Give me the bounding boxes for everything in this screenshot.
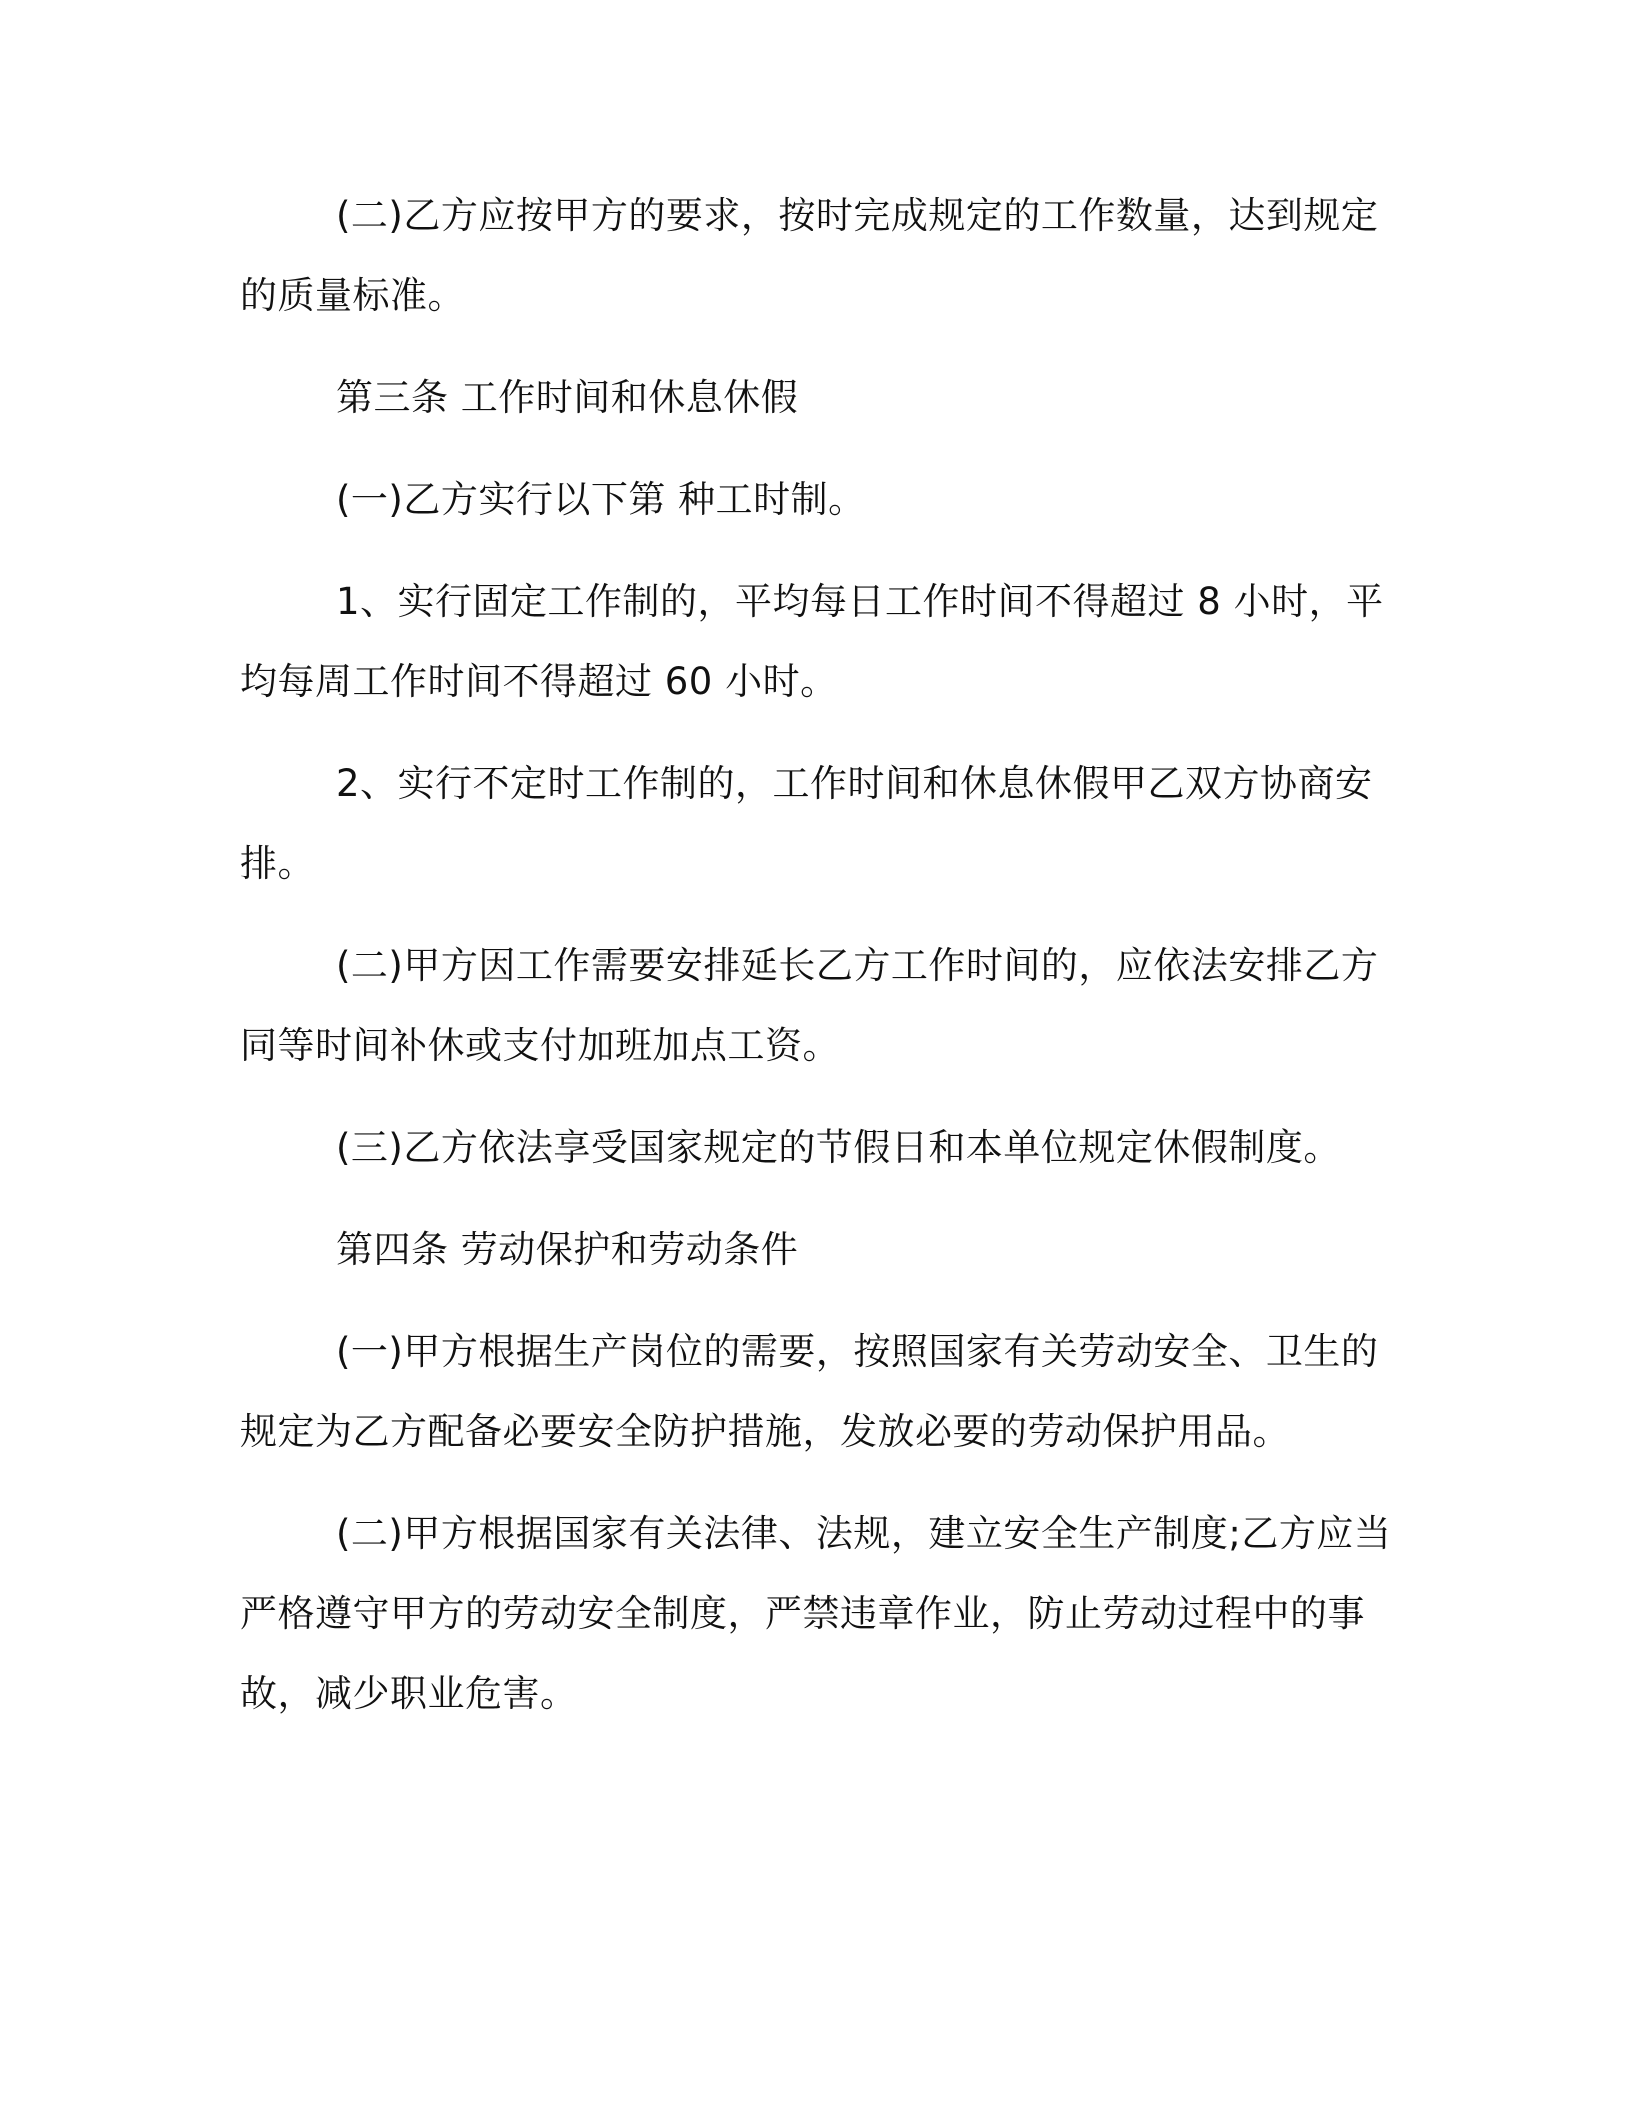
paragraph-line: 规定为乙方配备必要安全防护措施，发放必要的劳动保护用品。 — [240, 1410, 1290, 1453]
paragraph-flexible-hours — [240, 744, 1373, 904]
paragraph-line: 故，减少职业危害。 — [240, 1672, 578, 1715]
article-3-heading — [240, 358, 1370, 438]
paragraph-line: 排。 — [240, 842, 315, 885]
paragraph-line: (二)甲方根据国家有关法律、法规，建立安全生产制度;乙方应当 — [336, 1512, 1392, 1555]
paragraph-holidays — [240, 1108, 1370, 1188]
paragraph-fixed-hours — [240, 562, 1384, 722]
paragraph-overtime — [240, 926, 1379, 1086]
paragraph-safety-system — [240, 1494, 1392, 1734]
paragraph-line: 的质量标准。 — [240, 274, 465, 317]
paragraph-line: 均每周工作时间不得超过 60 小时。 — [240, 660, 838, 703]
paragraph-line: (二)乙方应按甲方的要求，按时完成规定的工作数量，达到规定 — [336, 194, 1379, 237]
paragraph-line: 2、实行不定时工作制的，工作时间和休息休假甲乙双方协商安 — [336, 762, 1373, 805]
section-heading: 第四条 劳动保护和劳动条件 — [336, 1228, 799, 1271]
paragraph-work-quantity — [240, 176, 1379, 336]
paragraph-line: (二)甲方因工作需要安排延长乙方工作时间的，应依法安排乙方 — [336, 944, 1379, 987]
paragraph-work-hours-system — [240, 460, 1370, 540]
article-4-heading — [240, 1210, 1370, 1290]
paragraph-protective-equipment — [240, 1312, 1379, 1472]
paragraph-line: 严格遵守甲方的劳动安全制度，严禁违章作业，防止劳动过程中的事 — [240, 1592, 1365, 1635]
paragraph-line: (一)乙方实行以下第 种工时制。 — [336, 478, 866, 521]
paragraph-line: 同等时间补休或支付加班加点工资。 — [240, 1024, 840, 1067]
section-heading: 第三条 工作时间和休息休假 — [336, 376, 799, 419]
paragraph-line: (一)甲方根据生产岗位的需要，按照国家有关劳动安全、卫生的 — [336, 1330, 1379, 1373]
paragraph-line: 1、实行固定工作制的，平均每日工作时间不得超过 8 小时，平 — [336, 580, 1384, 623]
paragraph-line: (三)乙方依法享受国家规定的节假日和本单位规定休假制度。 — [336, 1126, 1341, 1169]
